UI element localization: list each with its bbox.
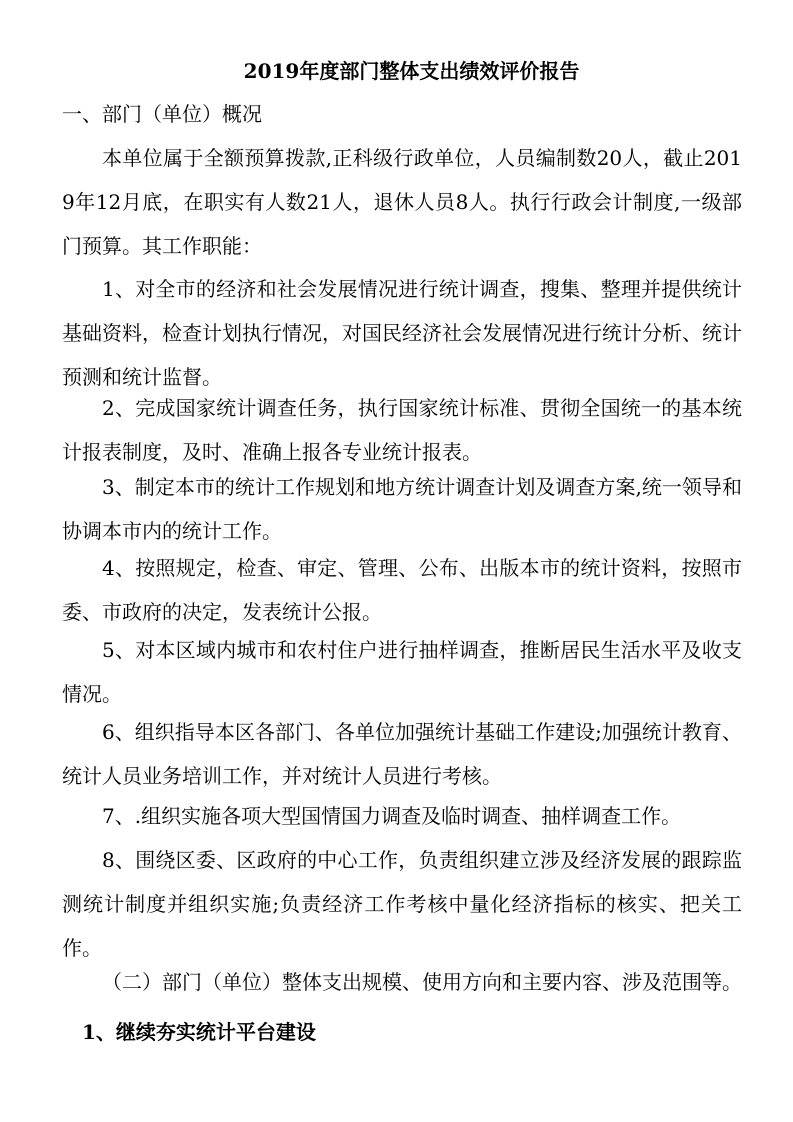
section-heading-expenditure: （二）部门（单位）整体支出规模、使用方向和主要内容、涉及范围等。 [102,970,742,994]
duty-item-3: 3、制定本市的统计工作规划和地方统计调查计划及调查方案,统一领导和协调本市内的统计工作。 [62,475,742,543]
duty-item-6: 6、组织指导本区各部门、各单位加强统计基础工作建设;加强统计教育、统计人员业务培训工作，并对统计人员进行考核。 [62,720,742,788]
duty-item-5: 5、对本区域内城市和农村住户进行抽样调查，推断居民生活水平及收支情况。 [62,638,742,706]
subheading-platform: 1、继续夯实统计平台建设 [82,1020,316,1044]
section-heading-overview: 一、部门（单位）概况 [62,102,262,126]
duty-item-1: 1、对全市的经济和社会发展情况进行统计调查，搜集、整理并提供统计基础资料，检查计划执行情况，对国民经济社会发展情况进行统计分析、统计预测和统计监督。 [62,277,742,389]
duty-item-7: 7、.组织实施各项大型国情国力调查及临时调查、抽样调查工作。 [102,804,682,828]
intro-paragraph: 本单位属于全额预算拨款,正科级行政单位，人员编制数20人，截止2019年12月底，在职实有人数21人，退休人员8人。执行行政会计制度,一级部门预算。其工作职能： [62,146,742,258]
duty-item-2: 2、完成国家统计调查任务，执行国家统计标准、贯彻全国统一的基本统计报表制度，及时、准确上报各专业统计报表。 [62,396,742,464]
document-title: 2019年度部门整体支出绩效评价报告 [243,59,580,83]
duty-item-4: 4、按照规定，检查、审定、管理、公布、出版本市的统计资料，按照市委、市政府的决定，发表统计公报。 [62,556,742,624]
duty-item-8: 8、围绕区委、区政府的中心工作，负责组织建立涉及经济发展的跟踪监测统计制度并组织实施;负责经济工作考核中量化经济指标的核实、把关工作。 [62,848,742,960]
